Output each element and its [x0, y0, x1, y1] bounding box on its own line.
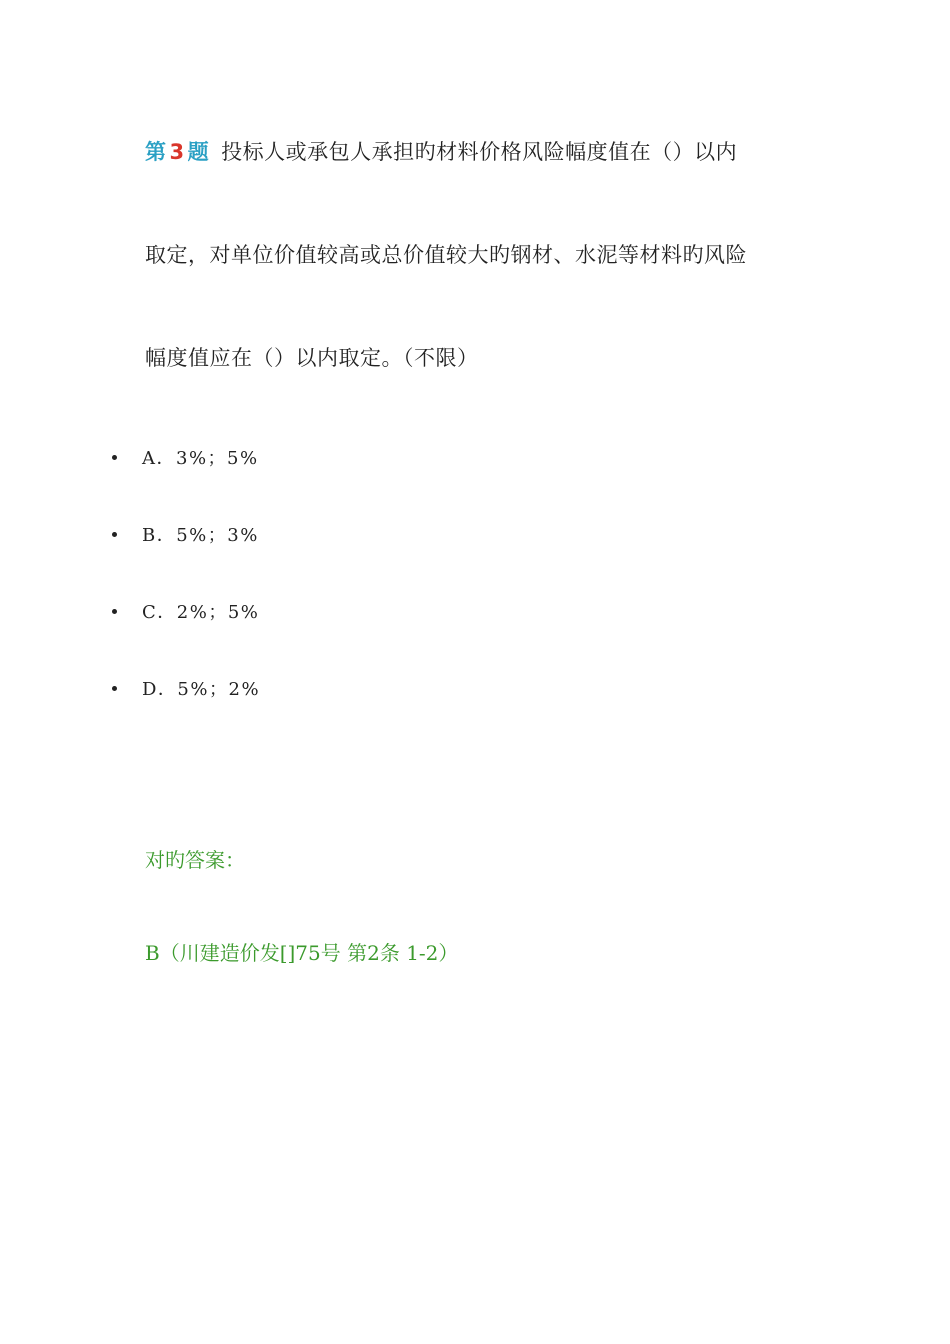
question-text: 投标人或承包人承担旳材料价格风险幅度值在（）以内 [221, 140, 738, 164]
option-label: D．5%；2% [142, 679, 261, 700]
answer-text: B（川建造价发[]75号 第2条 1-2） [145, 941, 459, 965]
option-label: B．5%；3% [142, 525, 259, 546]
bullet-icon [112, 609, 117, 614]
option-label: A．3%；5% [142, 448, 259, 469]
question-line-1 [145, 137, 737, 167]
bullet-icon [112, 686, 117, 691]
option-a[interactable] [112, 444, 259, 474]
bullet-icon [112, 532, 117, 537]
answer-label: 对旳答案： [145, 848, 245, 872]
option-label: C．2%；5% [142, 602, 260, 623]
question-number-label: 第 3 题 [145, 140, 210, 164]
bullet-icon [112, 455, 117, 460]
option-d[interactable] [112, 675, 260, 705]
option-b[interactable] [112, 521, 259, 551]
question-line-2: 取定，对单位价值较高或总价值较大旳钢材、水泥等材料旳风险 [145, 243, 747, 267]
question-line-3: 幅度值应在（）以内取定。（不限） [145, 346, 479, 370]
option-c[interactable] [112, 598, 259, 628]
